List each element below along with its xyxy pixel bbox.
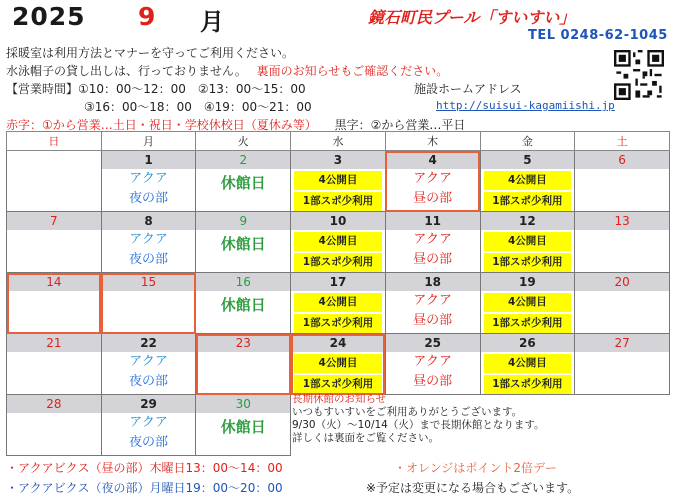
month-number: 9 <box>138 2 156 31</box>
hours-line-1: 【営業時間】①10：00～12：00 ②13：00～15：00 <box>6 82 306 96</box>
weekday-sat: 土 <box>575 132 670 151</box>
sport-club-slot-1: 1部スポ少利用 <box>294 314 382 333</box>
day-number: 13 <box>575 212 669 230</box>
day-cell-highlighted[interactable] <box>291 334 386 395</box>
sport-club-slot-1: 1部スポ少利用 <box>484 375 572 394</box>
open-slot-4: 4公開目 <box>294 293 382 312</box>
day-number: 12 <box>481 212 575 230</box>
day-number: 5 <box>481 151 575 169</box>
hours-line-2: ③16：00～18：00 ④19：00～21：00 <box>84 100 312 114</box>
day-number: 14 <box>7 273 101 291</box>
aqua-label: アクア <box>413 293 452 308</box>
day-cell-highlighted[interactable] <box>385 151 480 212</box>
day-session-label: 昼の部 <box>413 313 453 328</box>
day-number: 18 <box>386 273 480 291</box>
day-number: 7 <box>7 212 101 230</box>
aqua-label: アクア <box>129 232 168 247</box>
day-number: 6 <box>575 151 669 169</box>
day-number: 29 <box>102 395 196 413</box>
closed-label: 休館日 <box>220 418 266 436</box>
day-number: 16 <box>196 273 290 291</box>
day-number: 2 <box>196 151 290 169</box>
day-cell[interactable] <box>575 212 670 273</box>
night-session-label: 夜の部 <box>129 435 169 450</box>
day-number: 15 <box>102 273 196 291</box>
day-cell[interactable] <box>101 212 196 273</box>
day-session-label: 昼の部 <box>413 191 453 206</box>
orange-points-note: ・オレンジはポイント2倍デー <box>394 461 558 475</box>
info-line-1: 採暖室は利用方法とマナーを守ってご利用ください。 <box>6 46 295 60</box>
day-number: 9 <box>196 212 290 230</box>
homepage-link[interactable]: http://suisui-kagamiishi.jp <box>436 99 615 112</box>
closed-label: 休館日 <box>220 174 266 192</box>
day-cell[interactable] <box>291 212 386 273</box>
telephone: TEL 0248-62-1045 <box>528 28 668 43</box>
day-cell-empty <box>7 151 102 212</box>
aqua-label: アクア <box>413 171 452 186</box>
week-row <box>7 334 670 395</box>
day-number: 17 <box>291 273 385 291</box>
day-cell[interactable] <box>101 151 196 212</box>
open-slot-4: 4公開目 <box>484 293 572 312</box>
closed-label: 休館日 <box>220 296 266 314</box>
sport-club-slot-1: 1部スポ少利用 <box>294 192 382 211</box>
week-row <box>7 151 670 212</box>
day-cell-highlighted[interactable] <box>101 273 196 334</box>
day-number: 11 <box>386 212 480 230</box>
homepage-label: 施設ホームアドレス <box>414 82 522 96</box>
night-session-label: 夜の部 <box>129 191 169 206</box>
info-line-2 <box>6 62 448 79</box>
aqua-label: アクア <box>129 354 168 369</box>
sport-club-slot-1: 1部スポ少利用 <box>484 192 572 211</box>
weekday-sun: 日 <box>7 132 102 151</box>
sport-club-slot-1: 1部スポ少利用 <box>294 375 382 394</box>
day-cell[interactable] <box>101 334 196 395</box>
day-number: 21 <box>7 334 101 352</box>
day-cell[interactable] <box>7 212 102 273</box>
day-number: 27 <box>575 334 669 352</box>
day-number: 10 <box>291 212 385 230</box>
day-cell[interactable] <box>480 334 575 395</box>
hat-rental-note: 水泳帽子の貸し出しは、行っておりません。 <box>6 64 247 78</box>
open-slot-4: 4公開目 <box>484 232 572 251</box>
aquabics-day-note: ・アクアビクス（昼の部）木曜日13：00～14：00 <box>6 461 283 475</box>
weekday-wed: 水 <box>291 132 386 151</box>
legend-red-label: 赤字 <box>6 118 31 132</box>
day-cell[interactable] <box>385 273 480 334</box>
day-cell[interactable] <box>101 395 196 456</box>
day-number: 24 <box>291 334 385 352</box>
day-cell[interactable] <box>480 151 575 212</box>
day-number: 3 <box>291 151 385 169</box>
day-cell-highlighted[interactable] <box>196 334 291 395</box>
sport-club-slot-1: 1部スポ少利用 <box>484 314 572 333</box>
day-cell[interactable] <box>196 151 291 212</box>
closure-notice <box>292 393 572 445</box>
weekday-thu: 木 <box>385 132 480 151</box>
schedule-change-note: ※予定は変更になる場合もございます。 <box>366 481 580 495</box>
day-number: 23 <box>196 334 290 352</box>
week-row <box>7 212 670 273</box>
open-slot-4: 4公開目 <box>484 171 572 190</box>
day-number: 8 <box>102 212 196 230</box>
weekday-tue: 火 <box>196 132 291 151</box>
day-cell-highlighted[interactable] <box>7 273 102 334</box>
back-notice-note: 裏面のお知らせもご確認ください。 <box>256 64 449 78</box>
day-number: 30 <box>196 395 290 413</box>
notice-line-3: 詳しくは裏面をご覧ください。 <box>292 432 439 444</box>
weekday-mon: 月 <box>101 132 196 151</box>
day-cell[interactable] <box>575 151 670 212</box>
aqua-label: アクア <box>413 354 452 369</box>
year: 2025 <box>12 2 86 31</box>
legend-red-text: ：①から営業…土日・祝日・学校休校日（夏休み等） <box>30 118 317 132</box>
day-cell[interactable] <box>7 395 102 456</box>
day-cell[interactable] <box>196 273 291 334</box>
closed-label: 休館日 <box>220 235 266 253</box>
day-cell[interactable] <box>291 151 386 212</box>
day-number: 19 <box>481 273 575 291</box>
day-number: 1 <box>102 151 196 169</box>
notice-line-2: 9/30（火）～10/14（火）まで長期休館となります。 <box>292 419 545 431</box>
notice-line-1: いつもすいすいをご利用ありがとうございます。 <box>292 406 523 418</box>
day-session-label: 昼の部 <box>413 252 453 267</box>
day-cell[interactable] <box>196 395 291 456</box>
aquabics-night-note: ・アクアビクス（夜の部）月曜日19：00～20：00 <box>6 481 283 495</box>
week-row <box>7 273 670 334</box>
sport-club-slot-1: 1部スポ少利用 <box>294 253 382 272</box>
qr-code-icon[interactable] <box>614 50 664 100</box>
pool-name: 鏡石町民プール「すいすい」 <box>368 8 576 27</box>
day-number: 26 <box>481 334 575 352</box>
night-session-label: 夜の部 <box>129 374 169 389</box>
day-cell[interactable] <box>7 334 102 395</box>
open-slot-4: 4公開目 <box>294 232 382 251</box>
aqua-label: アクア <box>129 415 168 430</box>
day-cell[interactable] <box>385 212 480 273</box>
notice-title: 長期休館のお知らせ <box>292 393 387 405</box>
open-slot-4: 4公開目 <box>294 354 382 373</box>
aqua-label: アクア <box>413 232 452 247</box>
day-number: 22 <box>102 334 196 352</box>
day-cell[interactable] <box>291 273 386 334</box>
night-session-label: 夜の部 <box>129 252 169 267</box>
aqua-label: アクア <box>129 171 168 186</box>
open-slot-4: 4公開目 <box>294 171 382 190</box>
day-cell[interactable] <box>575 334 670 395</box>
day-cell[interactable] <box>480 212 575 273</box>
day-session-label: 昼の部 <box>413 374 453 389</box>
day-cell[interactable] <box>385 334 480 395</box>
day-cell[interactable] <box>196 212 291 273</box>
legend-black-text: 黒字：②から営業…平日 <box>334 118 466 132</box>
weekday-fri: 金 <box>480 132 575 151</box>
day-number: 28 <box>7 395 101 413</box>
day-cell[interactable] <box>480 273 575 334</box>
day-cell[interactable] <box>575 273 670 334</box>
sport-club-slot-1: 1部スポ少利用 <box>484 253 572 272</box>
day-number: 25 <box>386 334 480 352</box>
day-number: 20 <box>575 273 669 291</box>
open-slot-4: 4公開目 <box>484 354 572 373</box>
weekday-header-row <box>7 132 670 151</box>
month-kanji: 月 <box>200 8 224 36</box>
day-number: 4 <box>386 151 480 169</box>
